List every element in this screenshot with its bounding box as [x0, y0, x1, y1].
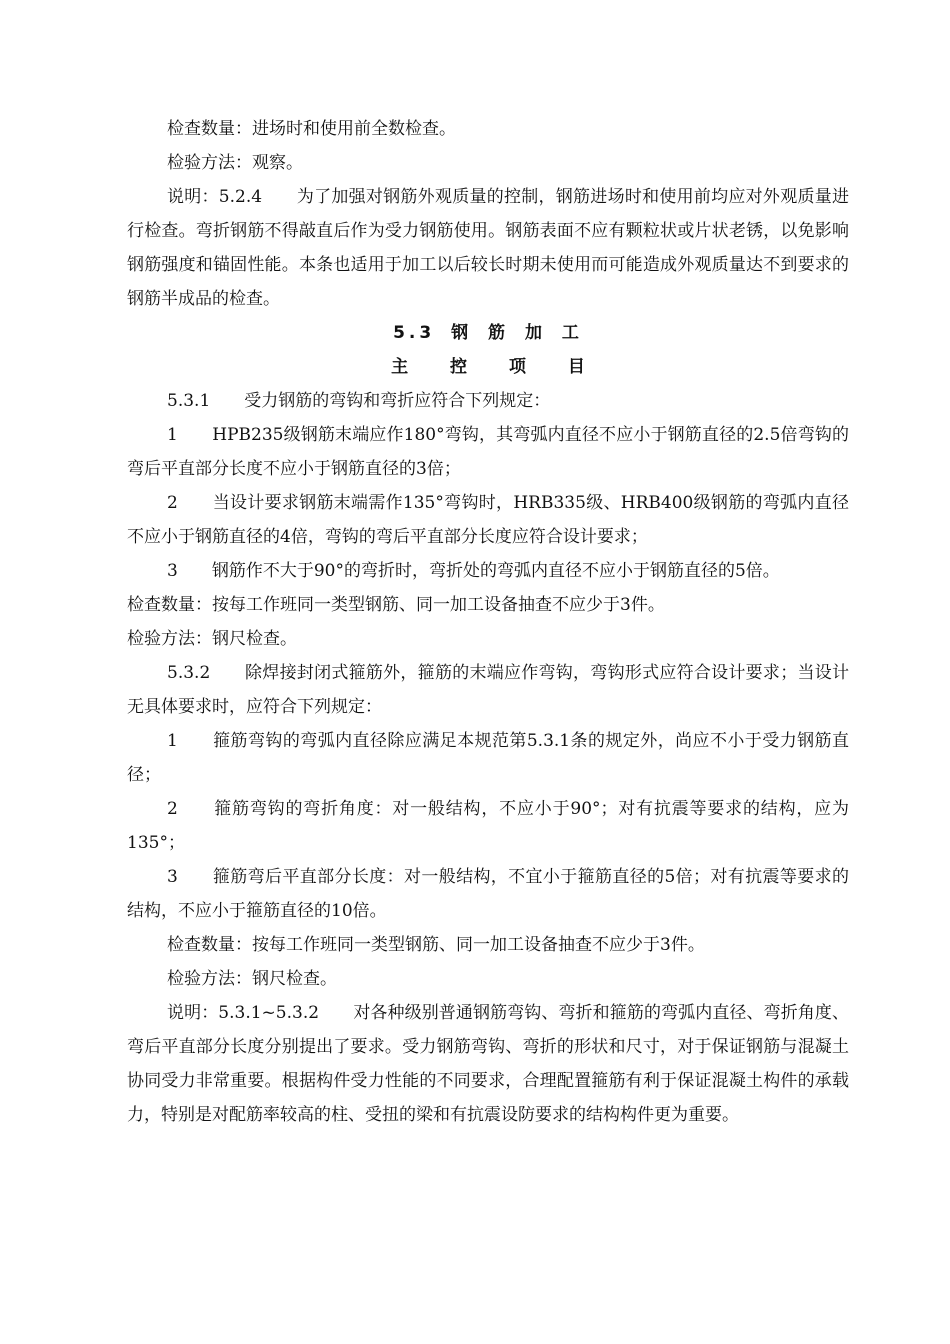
clause-532-item-1: 1 箍筋弯钩的弯弧内直径除应满足本规范第5.3.1条的规定外，尚应不小于受力钢筋直径； — [127, 731, 849, 785]
clause-531-item-3: 3 钢筋作不大于90°的弯折时，弯折处的弯弧内直径不应小于钢筋直径的5倍。 — [167, 561, 780, 581]
clause-532-item-3: 3 箍筋弯后平直部分长度：对一般结构，不宜小于箍筋直径的5倍；对有抗震等要求的结构，不应小于箍筋直径的10倍。 — [127, 867, 849, 921]
inspection-quantity-524: 检查数量：进场时和使用前全数检查。 — [167, 119, 456, 139]
clause-531-item-1: 1 HPB235级钢筋末端应作180°弯钩，其弯弧内直径不应小于钢筋直径的2.5倍弯钩的弯后平直部分长度不应小于钢筋直径的3倍； — [127, 425, 849, 479]
section-title: 5.3 钢 筋 加 工 — [393, 323, 583, 343]
clause-532-intro: 5.3.2 除焊接封闭式箍筋外，箍筋的末端应作弯钩，弯钩形式应符合设计要求；当设计无具体要求时，应符合下列规定： — [127, 663, 849, 717]
document-page — [127, 112, 849, 1132]
note-524: 说明：5.2.4 为了加强对钢筋外观质量的控制，钢筋进场时和使用前均应对外观质量进行检查。弯折钢筋不得敲直后作为受力钢筋使用。钢筋表面不应有颗粒状或片状老锈，以免影响钢筋强度和锚固性能。本条也适用于加工以后较长时期未使用而可能造成外观质量达不到要求的钢筋半成品的检查。 — [127, 187, 849, 309]
inspection-method-531: 检验方法：钢尺检查。 — [127, 629, 297, 649]
clause-531-intro: 5.3.1 受力钢筋的弯钩和弯折应符合下列规定： — [167, 391, 551, 411]
inspection-quantity-532: 检查数量：按每工作班同一类型钢筋、同一加工设备抽查不应少于3件。 — [167, 935, 705, 955]
inspection-method-532: 检验方法：钢尺检查。 — [167, 969, 337, 989]
inspection-quantity-531: 检查数量：按每工作班同一类型钢筋、同一加工设备抽查不应少于3件。 — [127, 595, 665, 615]
note-531-532: 说明：5.3.1~5.3.2 对各种级别普通钢筋弯钩、弯折和箍筋的弯弧内直径、弯折角度、弯后平直部分长度分别提出了要求。受力钢筋弯钩、弯折的形状和尺寸，对于保证钢筋与混凝土协同受力非常重要。根据构件受力性能的不同要求，合理配置箍筋有利于保证混凝土构件的承载力，特别是对配筋率较高的柱、受扭的梁和有抗震设防要求的结构构件更为重要。 — [127, 1003, 849, 1125]
clause-532-item-2: 2 箍筋弯钩的弯折角度：对一般结构，不应小于90°；对有抗震等要求的结构，应为135°； — [127, 799, 849, 853]
clause-531-item-2: 2 当设计要求钢筋末端需作135°弯钩时，HRB335级、HRB400级钢筋的弯弧内直径不应小于钢筋直径的4倍，弯钩的弯后平直部分长度应符合设计要求； — [127, 493, 849, 547]
inspection-method-524: 检验方法：观察。 — [167, 153, 303, 173]
subsection-title: 主 控 项 目 — [391, 357, 603, 377]
